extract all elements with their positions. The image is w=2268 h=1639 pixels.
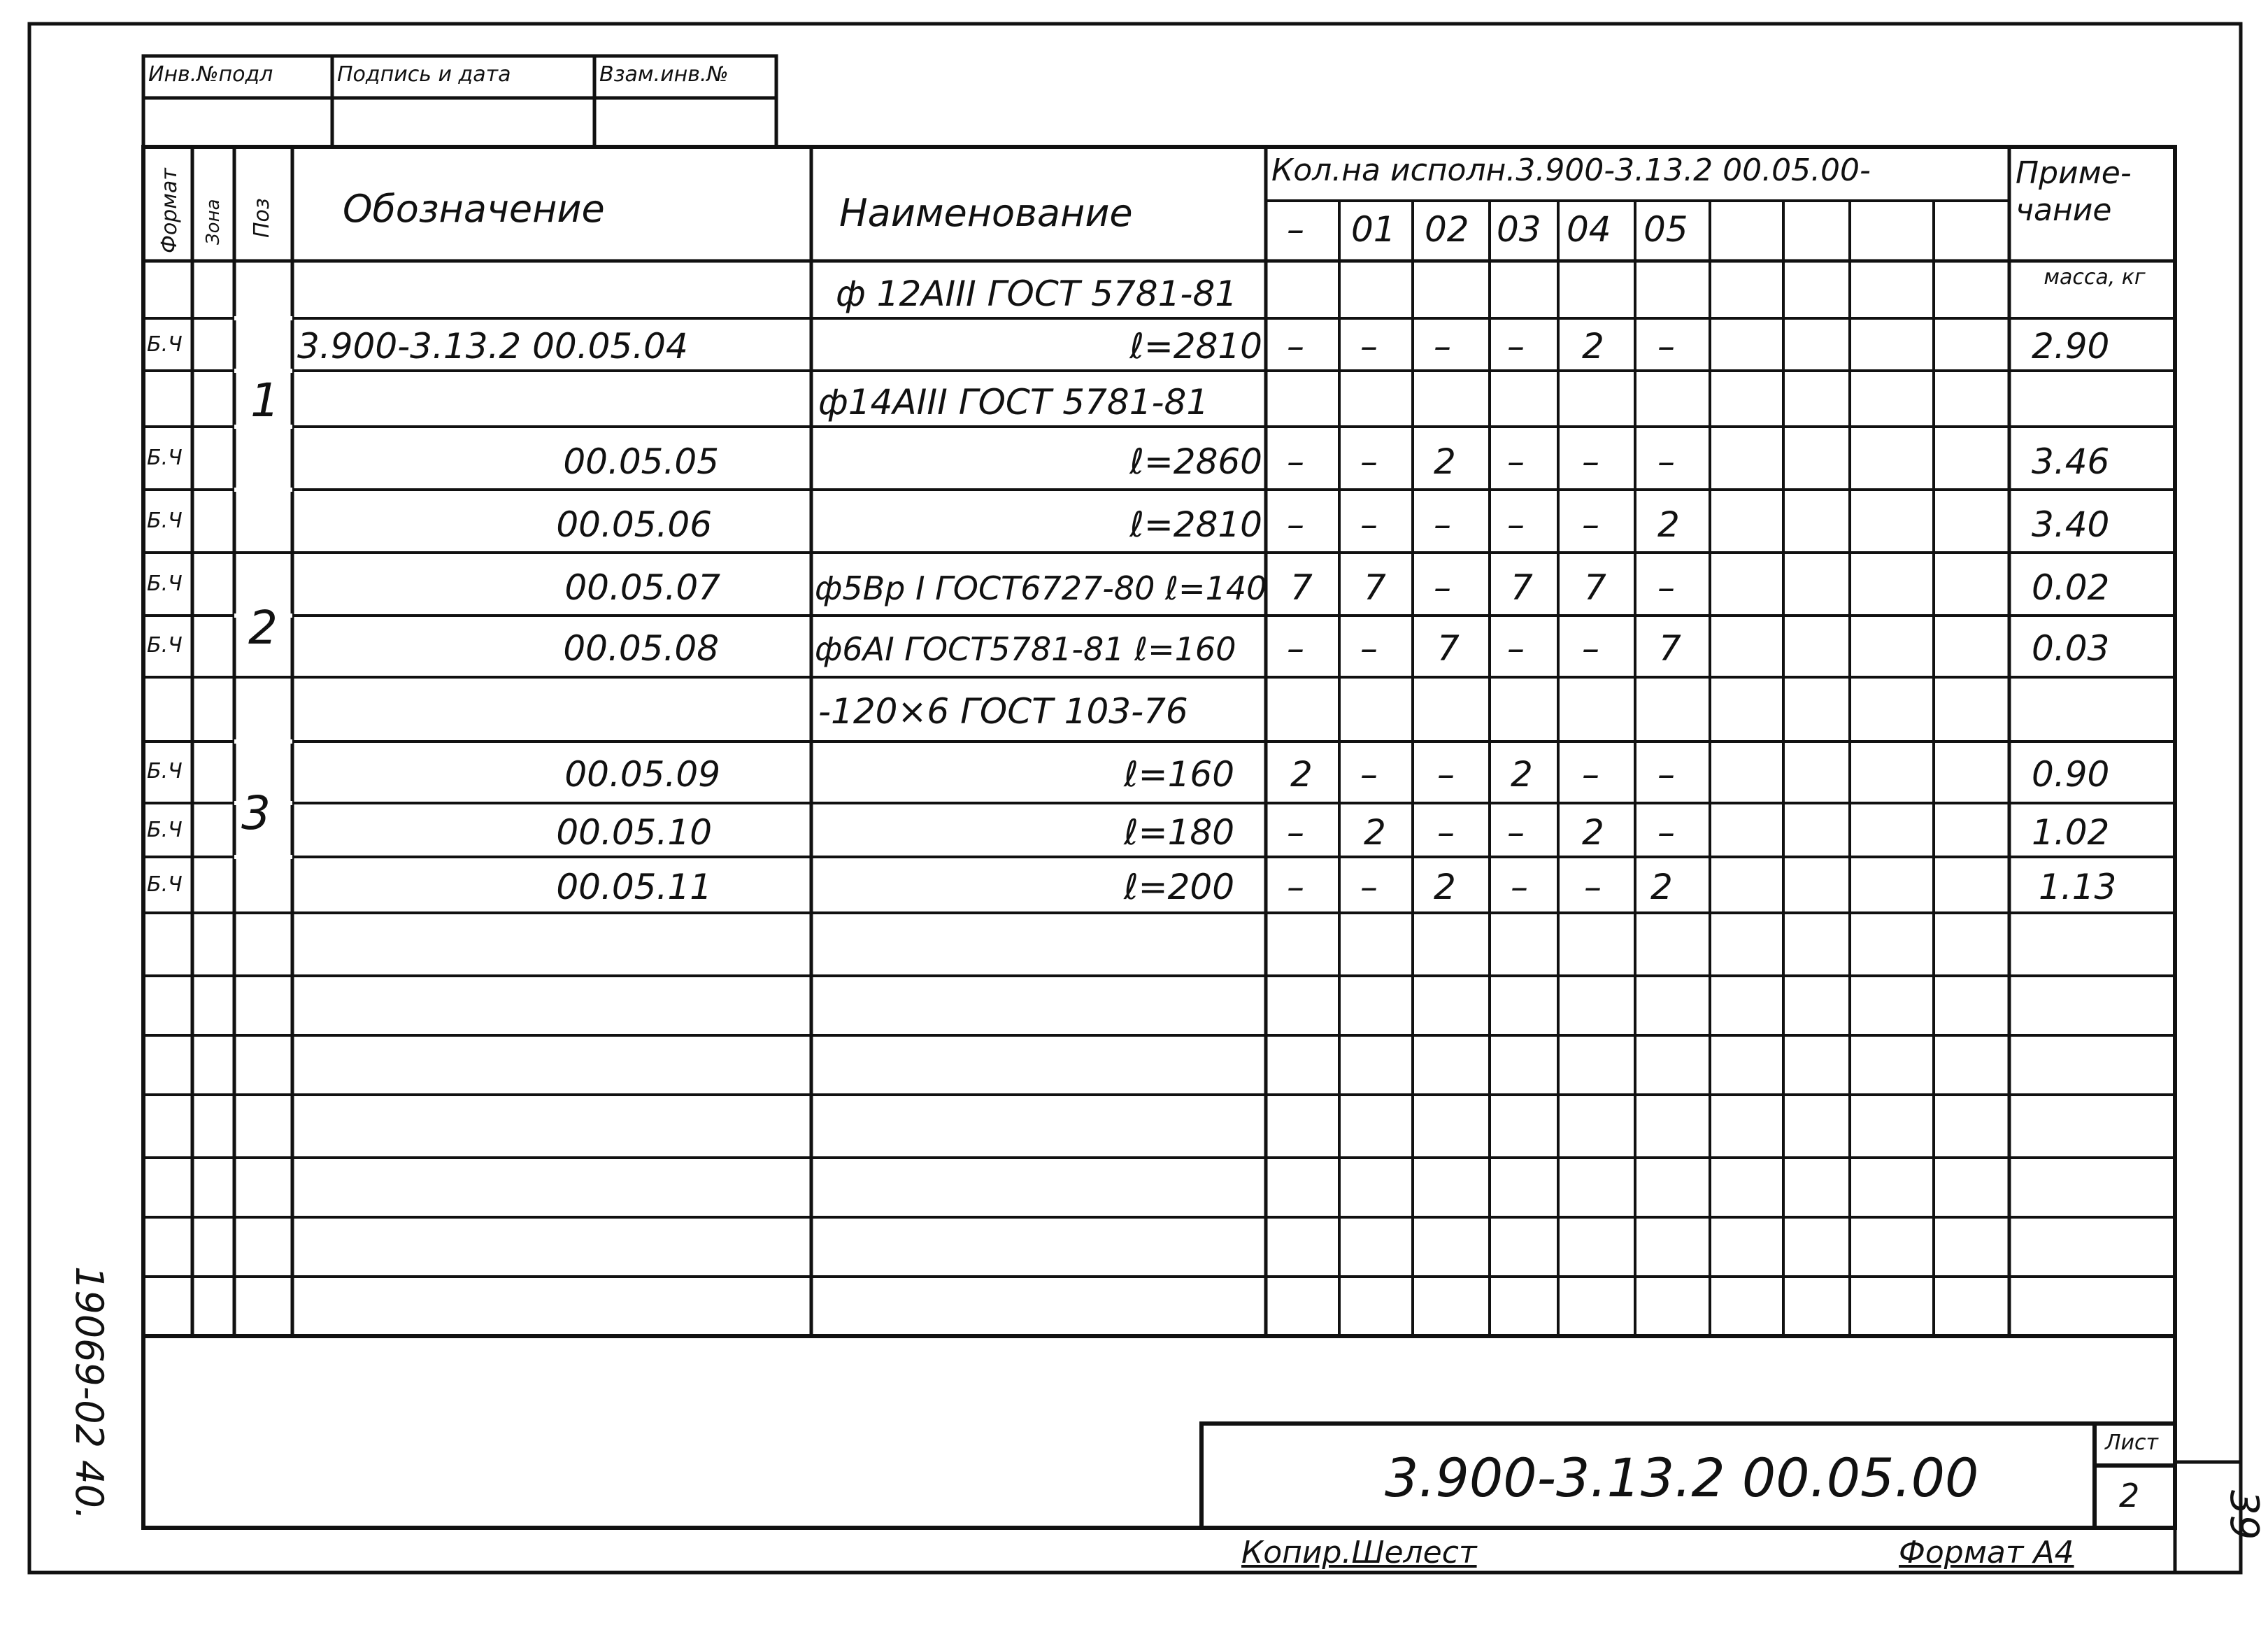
row-4-q-02: 2 <box>1434 441 1456 482</box>
row-7-name: ф6АI ГОСТ5781-81 ℓ=160 <box>815 630 1236 668</box>
row-10-q-04: 2 <box>1582 812 1604 853</box>
document-number: 3.900-3.13.2 00.05.00 <box>1385 1447 1979 1509</box>
row-10-q-base: – <box>1287 812 1304 853</box>
row-1-name: ф 12АIII ГОСТ 5781-81 <box>836 274 1238 314</box>
variant-05: 05 <box>1643 209 1688 250</box>
row-2-format: Б.Ч <box>147 332 183 357</box>
row-4-q-01: – <box>1360 441 1378 482</box>
row-5-designation: 00.05.06 <box>556 504 712 545</box>
row-4-q-05: – <box>1657 441 1675 482</box>
copied-by: Копир.Шелест <box>1241 1535 1477 1570</box>
row-5-q-04: – <box>1582 504 1599 545</box>
row-10-name-right: ℓ=180 <box>1124 812 1234 853</box>
header-name: Наименование <box>839 191 1133 235</box>
row-6-format: Б.Ч <box>147 572 183 596</box>
row-4-q-base: – <box>1287 441 1304 482</box>
variant-04: 04 <box>1567 209 1611 250</box>
row-7-q-03: – <box>1507 628 1525 669</box>
row-2-name-right: ℓ=2810 <box>1129 326 1262 367</box>
row-9-name-right: ℓ=160 <box>1124 754 1234 795</box>
row-4-note: 3.46 <box>2032 441 2110 482</box>
sheet-number: 2 <box>2119 1477 2140 1514</box>
row-6-designation: 00.05.07 <box>564 567 720 608</box>
row-11-q-02: 2 <box>1434 867 1456 907</box>
row-10-note: 1.02 <box>2032 812 2110 853</box>
row-4-format: Б.Ч <box>147 446 183 470</box>
row-6-q-01: 7 <box>1364 567 1386 608</box>
row-10-q-03: – <box>1507 812 1525 853</box>
row-11-name-right: ℓ=200 <box>1124 867 1234 907</box>
row-10-q-02: – <box>1437 812 1455 853</box>
row-11-q-03: – <box>1511 867 1528 907</box>
row-5-q-02: – <box>1434 504 1451 545</box>
row-9-q-01: – <box>1360 754 1378 795</box>
row-7-format: Б.Ч <box>147 633 183 658</box>
row-6-q-base: 7 <box>1290 567 1313 608</box>
header-qty-title: Кол.на исполн.3.900-3.13.2 00.05.00- <box>1271 152 1871 188</box>
row-5-note: 3.40 <box>2032 504 2110 545</box>
row-2-q-04: 2 <box>1582 326 1604 367</box>
row-10-format: Б.Ч <box>147 818 183 842</box>
row-6-q-03: 7 <box>1511 567 1533 608</box>
row-9-note: 0.90 <box>2032 754 2110 795</box>
row-3-name: ф14АIII ГОСТ 5781-81 <box>818 382 1209 423</box>
row-9-format: Б.Ч <box>147 759 183 783</box>
row-10-q-05: – <box>1657 812 1675 853</box>
row-4-q-03: – <box>1507 441 1525 482</box>
row-2-q-01: – <box>1360 326 1378 367</box>
row-11-format: Б.Ч <box>147 872 183 897</box>
outer-border <box>29 24 2241 1573</box>
variant-02: 02 <box>1425 209 1469 250</box>
row-11-note: 1.13 <box>2039 867 2117 907</box>
row-7-q-01: – <box>1360 628 1378 669</box>
position-3: 3 <box>241 786 271 840</box>
row-5-q-03: – <box>1507 504 1525 545</box>
row-8-name: -120×6 ГОСТ 103-76 <box>818 691 1188 732</box>
row-9-designation: 00.05.09 <box>564 754 720 795</box>
header-format: Формат <box>157 168 182 253</box>
header-note: Приме-чание <box>2016 155 2132 228</box>
header-pos: Поз <box>250 198 274 238</box>
row-9-q-05: – <box>1657 754 1675 795</box>
header-zone: Зона <box>203 199 224 245</box>
paper-format: Формат А4 <box>1899 1535 2074 1570</box>
row-4-name-right: ℓ=2860 <box>1129 441 1262 482</box>
inventory-number: 19069-02 40. <box>67 1266 111 1521</box>
row-7-note: 0.03 <box>2032 628 2110 669</box>
row-7-q-02: 7 <box>1437 628 1460 669</box>
row-5-q-05: 2 <box>1657 504 1680 545</box>
variant-01: 01 <box>1351 209 1396 250</box>
row-7-q-05: 7 <box>1659 628 1681 669</box>
row-5-q-base: – <box>1287 504 1304 545</box>
row-9-q-02: – <box>1437 754 1455 795</box>
row-5-format: Б.Ч <box>147 509 183 533</box>
row-4-designation: 00.05.05 <box>563 441 719 482</box>
row-9-q-04: – <box>1582 754 1599 795</box>
page-number: 39 <box>2221 1490 2267 1540</box>
row-10-designation: 00.05.10 <box>556 812 712 853</box>
row-2-q-02: – <box>1434 326 1451 367</box>
row-2-note: 2.90 <box>2032 326 2110 367</box>
variant-03: 03 <box>1497 209 1541 250</box>
sheet-label: Лист <box>2105 1431 2159 1455</box>
row-2-q-03: – <box>1507 326 1525 367</box>
header-designation: Обозначение <box>343 187 605 231</box>
stamp-replace-label: Взам.инв.№ <box>599 62 729 87</box>
row-7-q-04: – <box>1582 628 1599 669</box>
row-4-q-04: – <box>1582 441 1599 482</box>
stamp-signature-label: Подпись и дата <box>337 62 511 87</box>
row-6-q-02: – <box>1434 567 1451 608</box>
row-11-q-base: – <box>1287 867 1304 907</box>
mass-unit: масса, кг <box>2044 265 2146 290</box>
row-11-q-01: – <box>1360 867 1378 907</box>
row-9-q-base: 2 <box>1290 754 1313 795</box>
row-7-q-base: – <box>1287 628 1304 669</box>
row-6-q-04: 7 <box>1584 567 1606 608</box>
row-6-q-05: – <box>1657 567 1675 608</box>
variant-base: – <box>1287 209 1304 250</box>
row-5-q-01: – <box>1360 504 1378 545</box>
row-7-designation: 00.05.08 <box>563 628 719 669</box>
position-1: 1 <box>250 374 280 427</box>
row-11-q-05: 2 <box>1650 867 1673 907</box>
row-6-note: 0.02 <box>2032 567 2110 608</box>
stamp-inventory-label: Инв.№подл <box>148 62 273 87</box>
row-9-q-03: 2 <box>1511 754 1533 795</box>
position-2: 2 <box>248 601 278 655</box>
row-6-name: ф5Вр I ГОСТ6727-80 ℓ=140 <box>815 569 1267 607</box>
row-2-q-05: – <box>1657 326 1675 367</box>
row-11-designation: 00.05.11 <box>556 867 712 907</box>
row-10-q-01: 2 <box>1364 812 1386 853</box>
row-2-q-base: – <box>1287 326 1304 367</box>
row-5-name-right: ℓ=2810 <box>1129 504 1262 545</box>
row-11-q-04: – <box>1584 867 1602 907</box>
row-2-designation: 3.900-3.13.2 00.05.04 <box>297 326 688 367</box>
